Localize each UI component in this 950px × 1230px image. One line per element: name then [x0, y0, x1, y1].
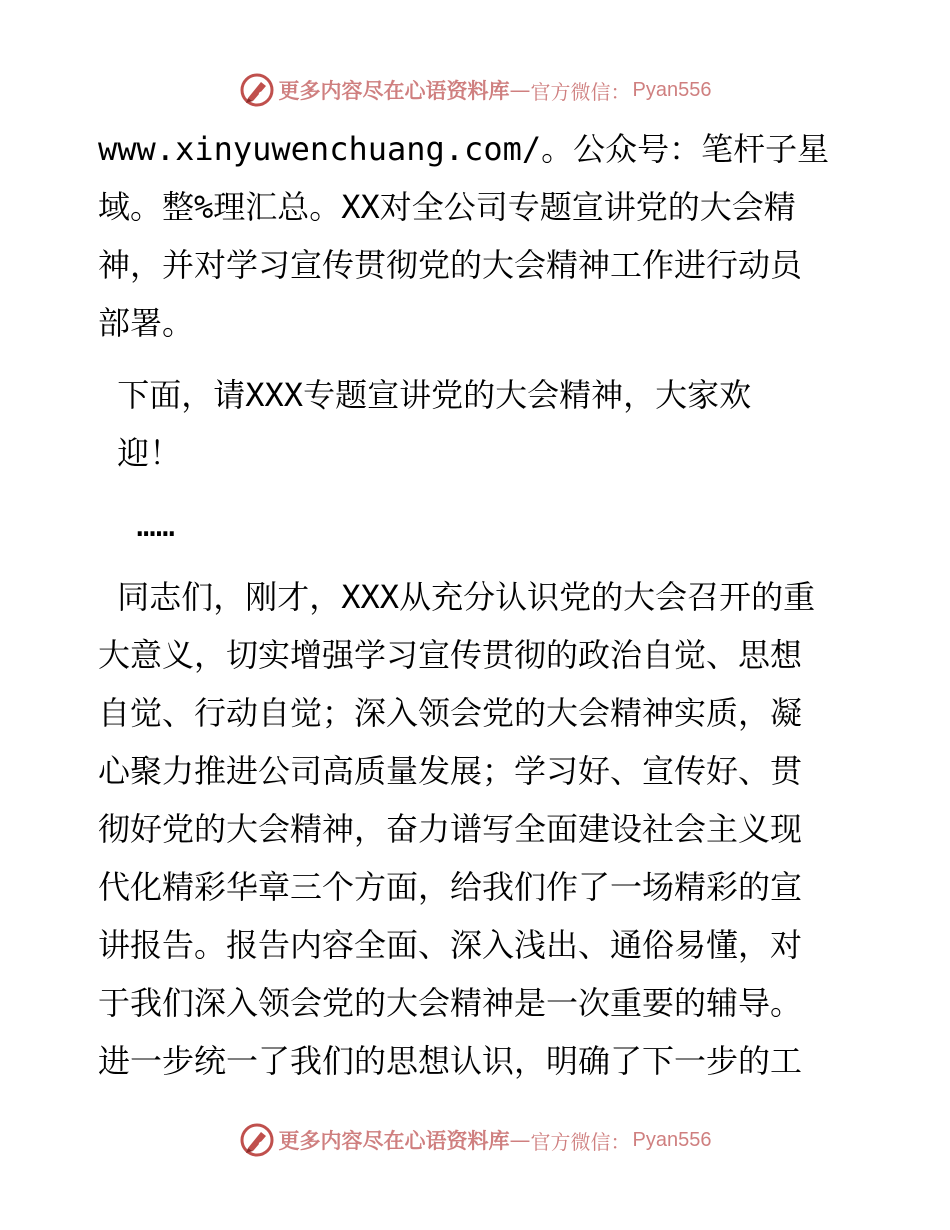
banner-wechat-label: 官方微信： [530, 1129, 631, 1154]
text-line: 代化精彩华章三个方面，给我们作了一场精彩的宣 [98, 868, 803, 906]
banner-wechat-label: 官方微信： [530, 79, 631, 104]
banner-main-text: 更多内容尽在心语资料库 [278, 78, 510, 103]
banner-wechat-id: Pyan556 [632, 1128, 712, 1151]
text-line: 进一步统一了我们的思想认识，明确了下一步的工 [98, 1042, 803, 1080]
text-line: 自觉、行动自觉；深入领会党的大会精神实质，凝 [98, 694, 803, 732]
paragraph-welcome [98, 366, 858, 482]
paragraph-summary [98, 568, 858, 1090]
text-line: 迎！ [98, 434, 182, 472]
pen-logo-icon [239, 72, 275, 108]
banner-separator: — [509, 78, 531, 102]
text-line: 同志们，刚才，XXX从充分认识党的大会召开的重 [98, 578, 816, 616]
text-line: …… [98, 506, 176, 544]
text-line: 于我们深入领会党的大会精神是一次重要的辅导。 [98, 984, 803, 1022]
text-line: www.xinyuwenchuang.com/。公众号：笔杆子星 [98, 130, 830, 168]
paragraph-ellipsis [98, 496, 858, 554]
document-body [98, 120, 858, 1090]
text-line: 讲报告。报告内容全面、深入浅出、通俗易懂，对 [98, 926, 803, 964]
paragraph-intro [98, 120, 858, 352]
text-line: 心聚力推进公司高质量发展；学习好、宣传好、贯 [98, 752, 803, 790]
text-line: 下面，请XXX专题宣讲党的大会精神，大家欢 [98, 376, 752, 414]
footer-banner [0, 1120, 950, 1160]
banner-wechat-id: Pyan556 [632, 78, 712, 101]
header-banner [0, 70, 950, 110]
banner-separator: — [509, 1128, 531, 1152]
banner-main-text: 更多内容尽在心语资料库 [278, 1128, 510, 1153]
text-line: 彻好党的大会精神，奋力谱写全面建设社会主义现 [98, 810, 803, 848]
text-line: 大意义，切实增强学习宣传贯彻的政治自觉、思想 [98, 636, 803, 674]
text-line: 神，并对学习宣传贯彻党的大会精神工作进行动员 [98, 246, 803, 284]
pen-logo-icon [239, 1122, 275, 1158]
text-line: 域。整%理汇总。XX对全公司专题宣讲党的大会精 [98, 188, 796, 226]
text-line: 部署。 [98, 304, 195, 342]
